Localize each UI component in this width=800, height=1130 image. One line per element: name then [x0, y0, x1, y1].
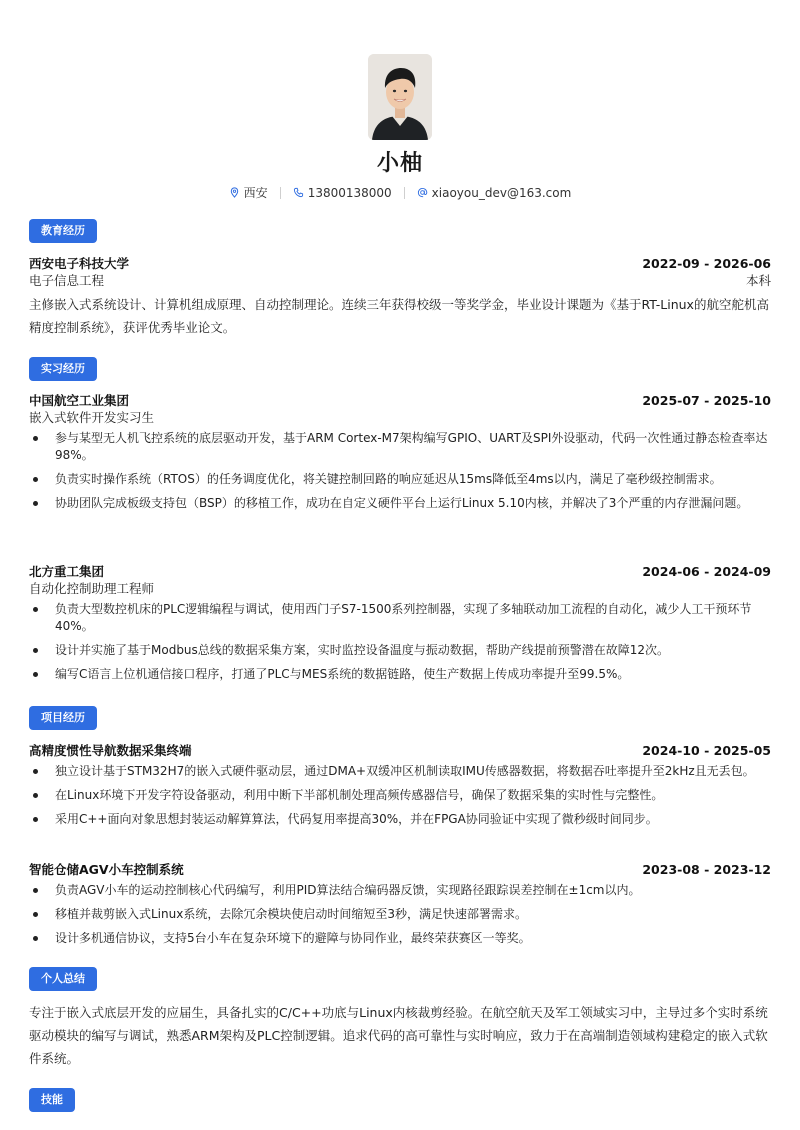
avatar-photo [368, 54, 432, 140]
internship-row [29, 391, 771, 409]
company-name: 中国航空工业集团 [29, 393, 130, 408]
contact-divider [280, 187, 281, 199]
list-item: 独立设计基于STM32H7的嵌入式硬件驱动层，通过DMA+双缓冲区机制读取IMU传感器数据，将数据吞吐率提升至2kHz且无丢包。 [29, 763, 771, 780]
list-item: 协助团队完成板级支持包（BSP）的移植工作，成功在自定义硬件平台上运行Linux 5.10内核，并解决了3个严重的内存泄漏问题。 [29, 495, 771, 512]
project-name: 智能仓储AGV小车控制系统 [29, 862, 184, 877]
phone-text: 13800138000 [307, 185, 392, 200]
candidate-name: 小柚 [376, 151, 423, 176]
project-name: 高精度惯性导航数据采集终端 [29, 743, 192, 758]
internship-role-row [29, 408, 771, 426]
contact-location [229, 184, 268, 201]
list-item: 负责AGV小车的运动控制核心代码编写，利用PID算法结合编码器反馈，实现路径跟踪误差控制在±1cm以内。 [29, 882, 771, 899]
school-name: 西安电子科技大学 [29, 256, 130, 271]
contact-email [417, 186, 572, 200]
project-row [29, 860, 771, 878]
section-header-skills: 技能 [29, 1088, 75, 1112]
summary-paragraph: 专注于嵌入式底层开发的应届生，具备扎实的C/C++功底与Linux内核裁剪经验。在航空航天及军工领域实习中，主导过多个实时系统驱动模块的编写与调试，熟悉ARM架构及PLC控制逻辑。追求代码的高可靠性与实时响应，致力于在高端制造领域构建稳定的嵌入式软件系统。 [29, 1005, 768, 1066]
internship-role-row [29, 579, 771, 597]
project-bullets [29, 763, 771, 828]
education-row [29, 254, 771, 272]
section-header-projects: 项目经历 [29, 706, 97, 730]
location-pin-icon [229, 187, 240, 198]
job-role: 自动化控制助理工程师 [29, 581, 155, 596]
contact-bar [0, 184, 800, 201]
project-bullets [29, 882, 771, 947]
section-header-summary: 个人总结 [29, 967, 97, 991]
project-row [29, 741, 771, 759]
list-item: 设计多机通信协议，支持5台小车在复杂环境下的避障与协同作业，最终荣获赛区一等奖。 [29, 930, 771, 947]
section-header-internship: 实习经历 [29, 357, 97, 381]
list-item: 负责实时操作系统（RTOS）的任务调度优化，将关键控制回路的响应延迟从15ms降低至4ms以内，满足了毫秒级控制需求。 [29, 471, 771, 488]
education-dates: 2022-09 - 2026-06 [642, 256, 771, 271]
education-description: 主修嵌入式系统设计、计算机组成原理、自动控制理论。连续三年获得校级一等奖学金，毕业设计课题为《基于RT-Linux的航空舵机高精度控制系统》，获评优秀毕业论文。 [29, 297, 769, 335]
internship-dates: 2024-06 - 2024-09 [642, 564, 771, 579]
internship-row [29, 562, 771, 580]
phone-icon [293, 187, 304, 198]
internship-bullets [29, 601, 771, 683]
education-subrow [29, 271, 771, 289]
project-dates: 2024-10 - 2025-05 [642, 743, 771, 758]
list-item: 设计并实施了基于Modbus总线的数据采集方案，实时监控设备温度与振动数据，帮助产线提前预警潜在故障12次。 [29, 642, 771, 659]
major: 电子信息工程 [29, 273, 105, 288]
email-text: xiaoyou_dev@163.com [431, 185, 572, 200]
list-item: 采用C++面向对象思想封装运动解算算法，代码复用率提高30%，并在FPGA协同验证中实现了微秒级时间同步。 [29, 811, 771, 828]
list-item: 负责大型数控机床的PLC逻辑编程与调试，使用西门子S7-1500系列控制器，实现了多轴联动加工流程的自动化，减少人工干预环节40%。 [29, 601, 771, 635]
avatar [368, 54, 432, 140]
company-name: 北方重工集团 [29, 564, 105, 579]
section-header-education: 教育经历 [29, 219, 97, 243]
internship-dates: 2025-07 - 2025-10 [642, 393, 771, 408]
location-text: 西安 [243, 186, 268, 200]
contact-divider [404, 187, 405, 199]
degree: 本科 [745, 273, 771, 288]
at-sign-icon [417, 187, 428, 198]
list-item: 移植并裁剪嵌入式Linux系统，去除冗余模块使启动时间缩短至3秒，满足快速部署需求。 [29, 906, 771, 923]
list-item: 参与某型无人机飞控系统的底层驱动开发，基于ARM Cortex-M7架构编写GPIO、UART及SPI外设驱动，代码一次性通过静态检查率达98%。 [29, 430, 771, 464]
contact-phone [293, 186, 392, 200]
project-dates: 2023-08 - 2023-12 [642, 862, 771, 877]
job-role: 嵌入式软件开发实习生 [29, 410, 155, 425]
internship-bullets [29, 430, 771, 512]
list-item: 在Linux环境下开发字符设备驱动，利用中断下半部机制处理高频传感器信号，确保了数据采集的实时性与完整性。 [29, 787, 771, 804]
list-item: 编写C语言上位机通信接口程序，打通了PLC与MES系统的数据链路，使生产数据上传成功率提升至99.5%。 [29, 666, 771, 683]
